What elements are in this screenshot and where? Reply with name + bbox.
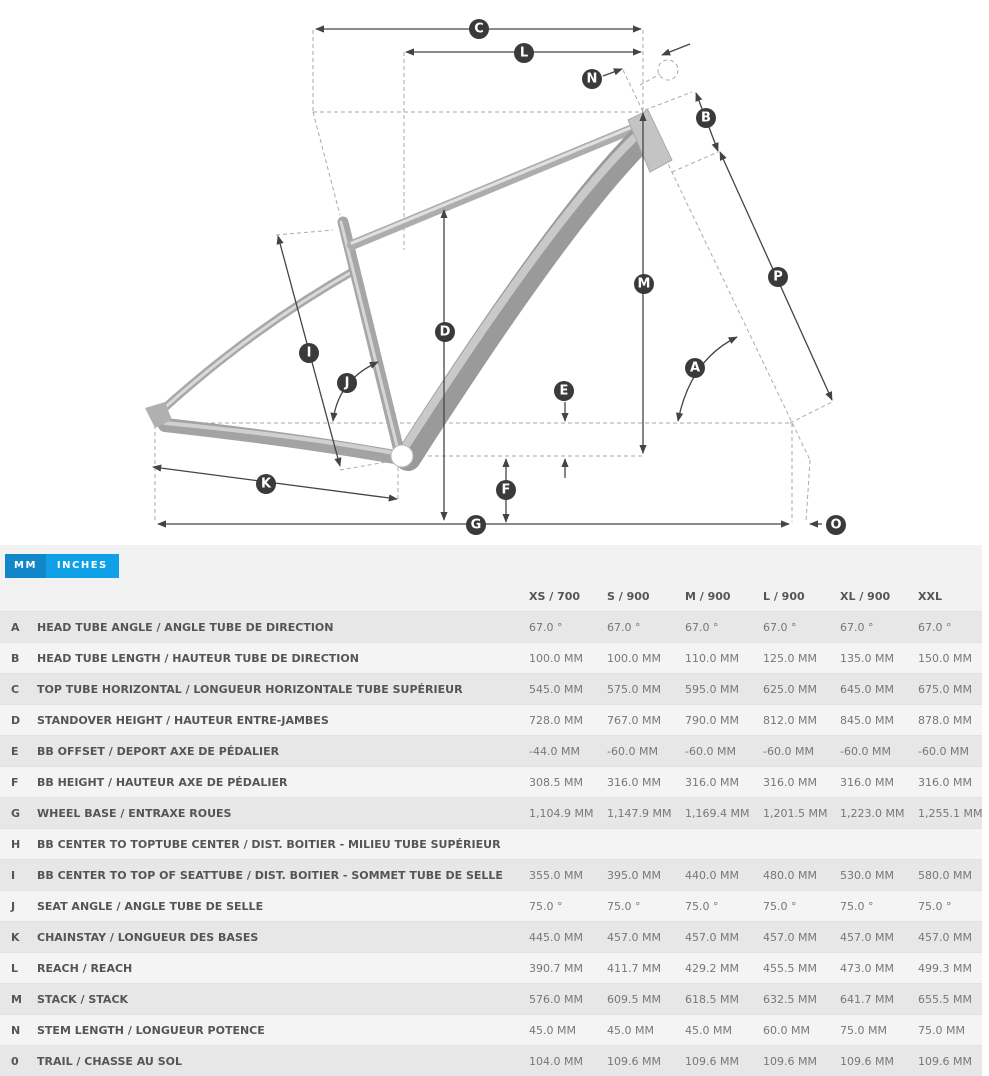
row-value: 67.0 ° <box>840 612 918 643</box>
row-value <box>918 829 982 860</box>
row-label: TRAIL / CHASSE AU SOL <box>37 1046 529 1076</box>
table-row <box>0 643 982 674</box>
row-value <box>763 829 840 860</box>
svg-text:I: I <box>307 346 312 361</box>
row-value: 632.5 MM <box>763 984 840 1015</box>
row-value: 457.0 MM <box>685 922 763 953</box>
row-value: 100.0 MM <box>529 643 607 674</box>
badge-c <box>469 19 489 39</box>
row-value: 429.2 MM <box>685 953 763 984</box>
row-value: 395.0 MM <box>607 860 685 891</box>
row-value: 67.0 ° <box>529 612 607 643</box>
row-value: 595.0 MM <box>685 674 763 705</box>
svg-text:K: K <box>261 477 272 492</box>
badge-f <box>496 480 516 500</box>
row-value: 308.5 MM <box>529 767 607 798</box>
table-row <box>0 984 982 1015</box>
row-code: G <box>0 798 37 829</box>
row-value: 67.0 ° <box>607 612 685 643</box>
row-value: 100.0 MM <box>607 643 685 674</box>
table-row <box>0 891 982 922</box>
svg-text:O: O <box>830 518 841 533</box>
row-code: D <box>0 705 37 736</box>
row-value: 1,255.1 MM <box>918 798 982 829</box>
row-value: 1,104.9 MM <box>529 798 607 829</box>
row-value: 135.0 MM <box>840 643 918 674</box>
badge-k <box>256 474 276 494</box>
row-code: L <box>0 953 37 984</box>
row-value: 316.0 MM <box>840 767 918 798</box>
row-value: 440.0 MM <box>685 860 763 891</box>
row-value: 812.0 MM <box>763 705 840 736</box>
row-value: 109.6 MM <box>918 1046 982 1076</box>
row-value: 790.0 MM <box>685 705 763 736</box>
row-value: 355.0 MM <box>529 860 607 891</box>
row-value: -44.0 MM <box>529 736 607 767</box>
column-header: XL / 900 <box>840 581 918 612</box>
row-value: 455.5 MM <box>763 953 840 984</box>
badge-p <box>768 267 788 287</box>
row-value: 575.0 MM <box>607 674 685 705</box>
row-value: 109.6 MM <box>840 1046 918 1076</box>
svg-text:P: P <box>773 270 783 285</box>
row-value: 316.0 MM <box>607 767 685 798</box>
row-value: 845.0 MM <box>840 705 918 736</box>
row-value: 109.6 MM <box>685 1046 763 1076</box>
row-value: 625.0 MM <box>763 674 840 705</box>
row-code: N <box>0 1015 37 1046</box>
row-value: 411.7 MM <box>607 953 685 984</box>
row-code: B <box>0 643 37 674</box>
unit-toggle <box>5 554 119 578</box>
row-value: 45.0 MM <box>685 1015 763 1046</box>
row-value: 75.0 MM <box>840 1015 918 1046</box>
unit-tab-inches[interactable]: INCHES <box>46 554 119 578</box>
row-value: 480.0 MM <box>763 860 840 891</box>
table-row <box>0 953 982 984</box>
table-row <box>0 705 982 736</box>
table-header-row <box>0 581 982 612</box>
badge-m <box>634 274 654 294</box>
table-row <box>0 798 982 829</box>
row-value: 45.0 MM <box>529 1015 607 1046</box>
row-value: 878.0 MM <box>918 705 982 736</box>
row-value: 580.0 MM <box>918 860 982 891</box>
svg-text:A: A <box>690 361 700 376</box>
row-value: 641.7 MM <box>840 984 918 1015</box>
bike-frame <box>145 110 672 467</box>
row-value: 316.0 MM <box>685 767 763 798</box>
row-value: 530.0 MM <box>840 860 918 891</box>
row-value: 125.0 MM <box>763 643 840 674</box>
row-label: SEAT ANGLE / ANGLE TUBE DE SELLE <box>37 891 529 922</box>
row-value: 75.0 ° <box>918 891 982 922</box>
row-value: 150.0 MM <box>918 643 982 674</box>
row-value: 1,201.5 MM <box>763 798 840 829</box>
badge-i <box>299 343 319 363</box>
row-label: BB OFFSET / DEPORT AXE DE PÉDALIER <box>37 736 529 767</box>
svg-text:E: E <box>560 384 569 399</box>
row-value: 390.7 MM <box>529 953 607 984</box>
badge-g <box>466 515 486 535</box>
table-row <box>0 829 982 860</box>
row-code: M <box>0 984 37 1015</box>
row-value: 316.0 MM <box>763 767 840 798</box>
row-code: K <box>0 922 37 953</box>
svg-text:M: M <box>638 277 651 292</box>
svg-text:C: C <box>474 22 484 37</box>
row-value: 457.0 MM <box>840 922 918 953</box>
row-value: 457.0 MM <box>607 922 685 953</box>
row-code: J <box>0 891 37 922</box>
column-header: XS / 700 <box>529 581 607 612</box>
badge-a <box>685 358 705 378</box>
row-code: E <box>0 736 37 767</box>
table-row <box>0 1015 982 1046</box>
row-value: 75.0 ° <box>685 891 763 922</box>
row-value: 75.0 ° <box>763 891 840 922</box>
column-header: L / 900 <box>763 581 840 612</box>
row-value: 728.0 MM <box>529 705 607 736</box>
row-value: 67.0 ° <box>763 612 840 643</box>
row-value: 60.0 MM <box>763 1015 840 1046</box>
row-value: 545.0 MM <box>529 674 607 705</box>
row-label: BB CENTER TO TOPTUBE CENTER / DIST. BOITIER - MILIEU TUBE SUPÉRIEUR <box>37 829 529 860</box>
svg-text:D: D <box>440 325 451 340</box>
row-value: 1,147.9 MM <box>607 798 685 829</box>
svg-text:F: F <box>502 483 511 498</box>
row-value: 457.0 MM <box>918 922 982 953</box>
row-code: I <box>0 860 37 891</box>
row-value: 445.0 MM <box>529 922 607 953</box>
row-value: 655.5 MM <box>918 984 982 1015</box>
table-row <box>0 922 982 953</box>
row-label: STANDOVER HEIGHT / HAUTEUR ENTRE-JAMBES <box>37 705 529 736</box>
row-label: WHEEL BASE / ENTRAXE ROUES <box>37 798 529 829</box>
table-row <box>0 612 982 643</box>
row-value: 473.0 MM <box>840 953 918 984</box>
badge-o <box>826 515 846 535</box>
row-value: -60.0 MM <box>840 736 918 767</box>
construction-lines <box>155 30 832 522</box>
dimension-lines <box>153 29 832 524</box>
unit-tab-mm[interactable]: MM <box>5 554 46 578</box>
table-row <box>0 674 982 705</box>
column-header: S / 900 <box>607 581 685 612</box>
badge-l <box>514 43 534 63</box>
row-value: 499.3 MM <box>918 953 982 984</box>
row-value <box>529 829 607 860</box>
svg-text:L: L <box>520 46 528 61</box>
row-value: -60.0 MM <box>607 736 685 767</box>
svg-text:B: B <box>701 111 711 126</box>
row-value: 75.0 MM <box>918 1015 982 1046</box>
row-label: REACH / REACH <box>37 953 529 984</box>
row-value: 767.0 MM <box>607 705 685 736</box>
row-value: 67.0 ° <box>685 612 763 643</box>
row-value: 75.0 ° <box>607 891 685 922</box>
row-code: 0 <box>0 1046 37 1076</box>
row-value: 457.0 MM <box>763 922 840 953</box>
table-row <box>0 736 982 767</box>
row-value: 576.0 MM <box>529 984 607 1015</box>
badge-n <box>582 69 602 89</box>
row-value: 75.0 ° <box>840 891 918 922</box>
svg-text:G: G <box>471 518 482 533</box>
badge-b <box>696 108 716 128</box>
column-header: XXL <box>918 581 982 612</box>
row-value: 45.0 MM <box>607 1015 685 1046</box>
geometry-table <box>0 581 982 1076</box>
geometry-table-panel <box>0 545 982 1075</box>
column-header: M / 900 <box>685 581 763 612</box>
badge-j <box>337 373 357 393</box>
row-value: 645.0 MM <box>840 674 918 705</box>
svg-text:J: J <box>344 376 350 391</box>
row-label: BB HEIGHT / HAUTEUR AXE DE PÉDALIER <box>37 767 529 798</box>
badge-e <box>554 381 574 401</box>
row-value: 75.0 ° <box>529 891 607 922</box>
row-label: TOP TUBE HORIZONTAL / LONGUEUR HORIZONTALE TUBE SUPÉRIEUR <box>37 674 529 705</box>
row-value: 104.0 MM <box>529 1046 607 1076</box>
row-code: F <box>0 767 37 798</box>
row-value: -60.0 MM <box>685 736 763 767</box>
row-value: 675.0 MM <box>918 674 982 705</box>
row-label: CHAINSTAY / LONGUEUR DES BASES <box>37 922 529 953</box>
table-row <box>0 767 982 798</box>
row-value <box>840 829 918 860</box>
row-value: 110.0 MM <box>685 643 763 674</box>
row-label: HEAD TUBE ANGLE / ANGLE TUBE DE DIRECTION <box>37 612 529 643</box>
table-row <box>0 860 982 891</box>
row-label: BB CENTER TO TOP OF SEATTUBE / DIST. BOITIER - SOMMET TUBE DE SELLE <box>37 860 529 891</box>
row-code: H <box>0 829 37 860</box>
row-label: STACK / STACK <box>37 984 529 1015</box>
row-label: HEAD TUBE LENGTH / HAUTEUR TUBE DE DIRECTION <box>37 643 529 674</box>
row-value: 67.0 ° <box>918 612 982 643</box>
row-value: 109.6 MM <box>763 1046 840 1076</box>
row-value <box>607 829 685 860</box>
row-code: A <box>0 612 37 643</box>
table-row <box>0 1046 982 1076</box>
row-value: -60.0 MM <box>763 736 840 767</box>
row-value: 1,169.4 MM <box>685 798 763 829</box>
row-label: STEM LENGTH / LONGUEUR POTENCE <box>37 1015 529 1046</box>
row-value: 618.5 MM <box>685 984 763 1015</box>
svg-text:N: N <box>587 72 598 87</box>
row-code: C <box>0 674 37 705</box>
row-value: 609.5 MM <box>607 984 685 1015</box>
row-value: 1,223.0 MM <box>840 798 918 829</box>
badge-d <box>435 322 455 342</box>
row-value: -60.0 MM <box>918 736 982 767</box>
row-value: 316.0 MM <box>918 767 982 798</box>
row-value: 109.6 MM <box>607 1046 685 1076</box>
row-value <box>685 829 763 860</box>
